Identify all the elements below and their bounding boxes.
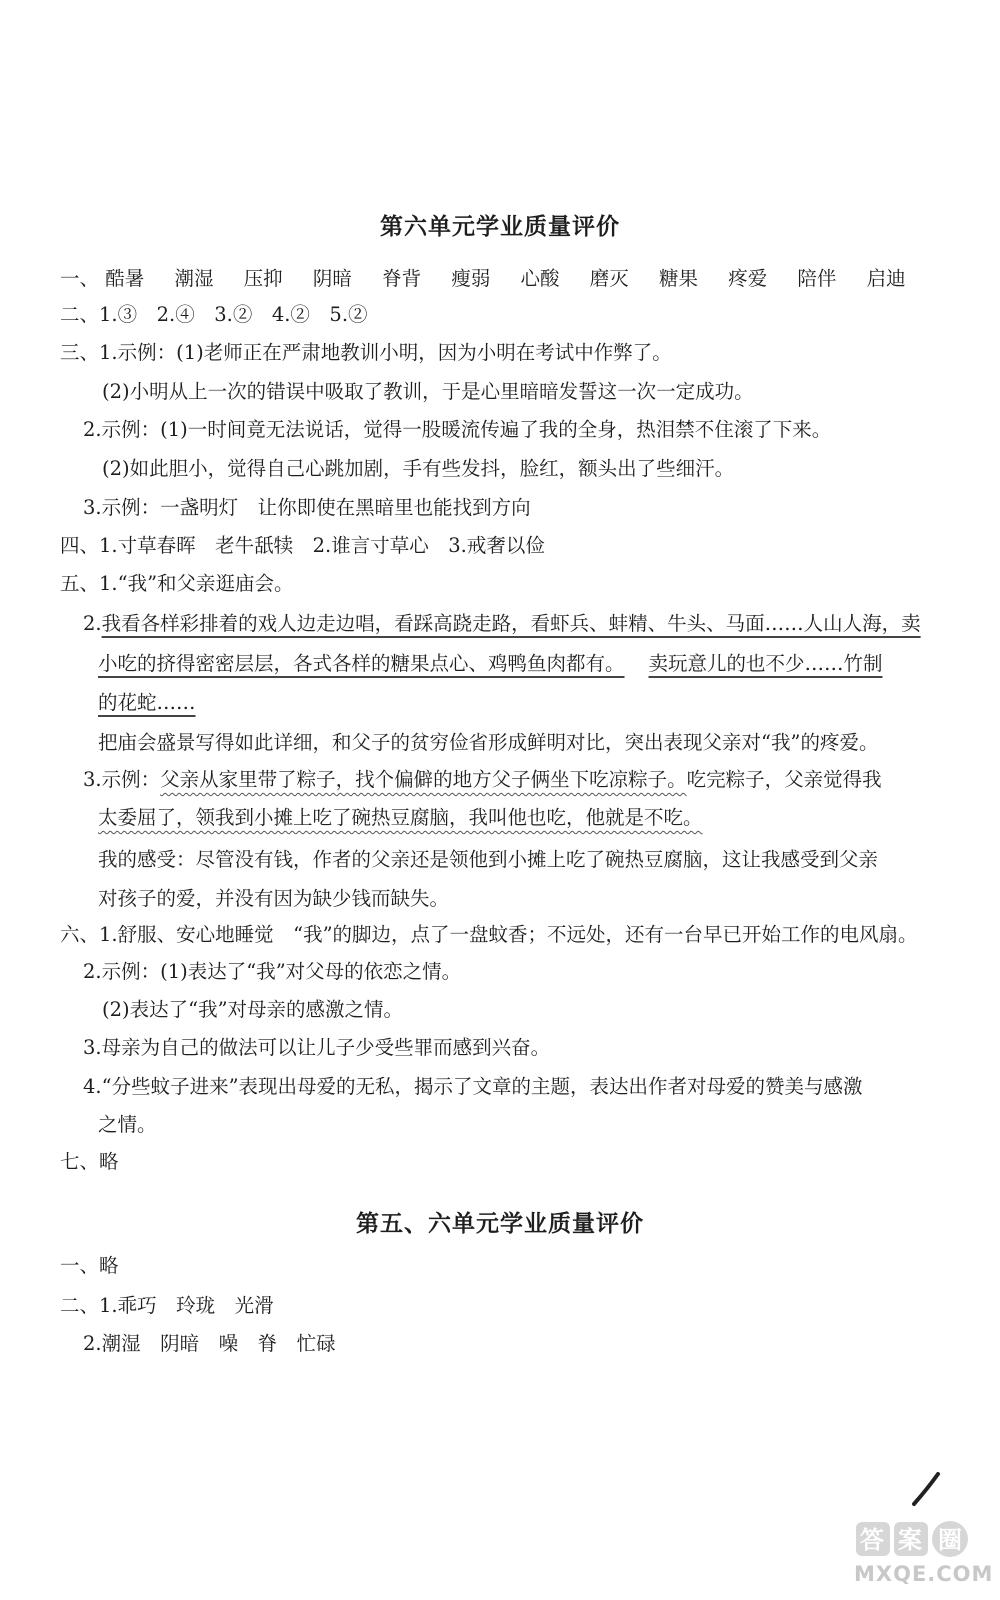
q4-answer-line: 四、1.寸草春晖 老牛舐犊 2.谁言寸草心 3.戒奢以俭 <box>60 534 545 557</box>
solid-underlined-text: 小吃的挤得密密层层，各式各样的糖果点心、鸡鸭鱼肉都有。 <box>98 652 625 675</box>
word: 瘦弱 <box>451 267 491 290</box>
wavy-underlined-text: 太委屈了，领我到小摊上吃了碗热豆腐脑，我叫他也吃，他就是不吃。 <box>98 806 703 829</box>
q3-line-4: (2)如此胆小，觉得自己心跳加剧，手有些发抖，脸红，额头出了些细汗。 <box>102 457 735 480</box>
q5-example-label: 3.示例： <box>83 768 161 791</box>
q2-answer-line: 二、1.③ 2.④ 3.② 4.② 5.② <box>60 303 368 326</box>
q6-line-5: 4.“分些蚊子进来”表现出母爱的无私，揭示了文章的主题，表达出作者对母爱的赞美与感激 <box>83 1075 863 1098</box>
watermark-logo <box>854 1464 994 1600</box>
s56-q2-line-2: 2.潮湿 阴暗 噪 脊 忙碌 <box>83 1332 336 1355</box>
q3-line-2: (2)小明从上一次的错误中吸取了教训，于是心里暗暗发誓这一次一定成功。 <box>102 380 754 403</box>
watermark-url: MXQE.COM <box>854 1562 994 1586</box>
svg-text:圈: 圈 <box>938 1526 962 1554</box>
q5-line-2 <box>83 610 921 638</box>
q5-line-6-rest: 吃完粽子，父亲觉得我 <box>686 768 882 791</box>
word: 阴暗 <box>312 267 352 290</box>
solid-underlined-text: 我看各样彩排着的戏人边走边唱，看踩高跷走路，看虾兵、蚌精、牛头、马面……人山人海，卖 <box>101 612 921 635</box>
q5-line-1: 五、1.“我”和父亲逛庙会。 <box>60 572 294 595</box>
word: 糖果 <box>658 267 698 290</box>
s56-q2-line-1: 二、1.乖巧 玲珑 光滑 <box>60 1294 274 1317</box>
q7-answer-line: 七、略 <box>60 1150 119 1173</box>
word: 潮湿 <box>174 267 214 290</box>
q6-line-6: 之情。 <box>98 1113 157 1136</box>
section6-title: 第六单元学业质量评价 <box>380 214 620 240</box>
q6-line-1: 六、1.舒服、安心地睡觉 “我”的脚边，点了一盘蚊香；不远处，还有一台早已开始工作的电风扇。 <box>60 923 918 946</box>
q3-line-5: 3.示例：一盏明灯 让你即使在黑暗里也能找到方向 <box>83 496 531 519</box>
word: 压抑 <box>243 267 283 290</box>
wavy-underlined-text: 父亲从家里带了粽子，找个偏僻的地方父子俩坐下吃凉粽子。 <box>160 768 687 791</box>
word: 陪伴 <box>797 267 837 290</box>
q1-label: 一、 <box>60 267 100 290</box>
q5-item-number: 2. <box>83 612 102 635</box>
word: 脊背 <box>382 267 422 290</box>
section56-title: 第五、六单元学业质量评价 <box>356 1211 644 1237</box>
q5-line-6 <box>83 766 882 794</box>
q5-line-4 <box>98 689 196 717</box>
q6-line-2: 2.示例：(1)表达了“我”对父母的依恋之情。 <box>83 960 462 983</box>
q5-line-3 <box>98 650 883 678</box>
solid-underlined-text: 卖玩意儿的也不少……竹制 <box>648 652 883 675</box>
svg-text:答: 答 <box>860 1526 884 1554</box>
q3-line-1: 三、1.示例：(1)老师正在严肃地教训小明，因为小明在考试中作弊了。 <box>60 341 672 364</box>
solid-underlined-text: 的花蛇…… <box>98 691 196 714</box>
q5-line-8: 我的感受：尽管没有钱，作者的父亲还是领他到小摊上吃了碗热豆腐脑，这让我感受到父亲 <box>98 848 879 871</box>
q6-line-4: 3.母亲为自己的做法可以让儿子少受些罪而感到兴奋。 <box>83 1036 551 1059</box>
q5-line-5: 把庙会盛景写得如此详细，和父子的贫穷俭省形成鲜明对比，突出表现父亲对“我”的疼爱。 <box>98 731 879 754</box>
word: 疼爱 <box>728 267 768 290</box>
svg-text:案: 案 <box>898 1526 922 1554</box>
watermark-graphic <box>854 1464 974 1564</box>
q5-line-7 <box>98 804 703 832</box>
q6-line-3: (2)表达了“我”对母亲的感激之情。 <box>102 998 404 1021</box>
q3-line-3: 2.示例：(1)一时间竟无法说话，觉得一股暖流传遍了我的全身，热泪禁不住滚了下来。 <box>83 418 832 441</box>
q1-answer-line <box>60 265 906 293</box>
s56-q1-line: 一、略 <box>60 1254 119 1277</box>
word: 启迪 <box>866 267 906 290</box>
word: 酷暑 <box>105 267 145 290</box>
q5-line-9: 对孩子的爱，并没有因为缺少钱而缺失。 <box>98 887 450 910</box>
word: 磨灭 <box>589 267 629 290</box>
word: 心酸 <box>520 267 560 290</box>
